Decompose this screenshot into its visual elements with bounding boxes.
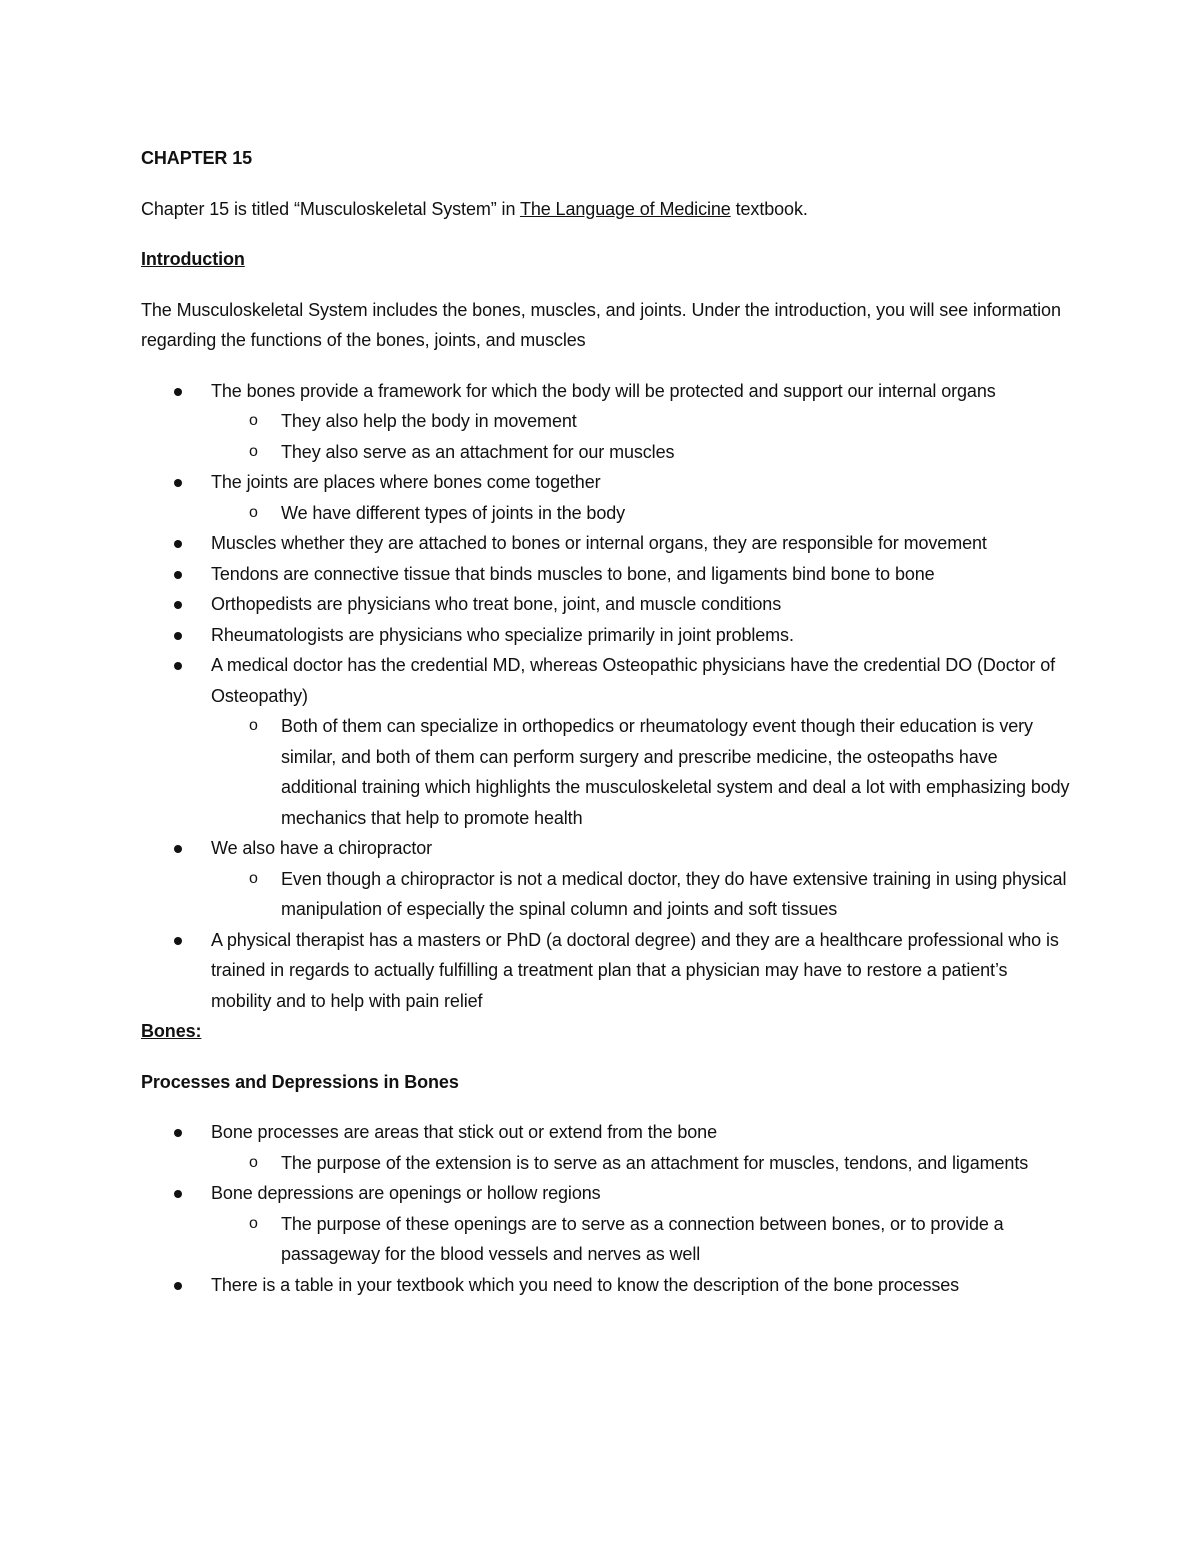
list-item	[141, 559, 1071, 590]
sub-list	[211, 498, 1071, 529]
bullet-icon	[174, 937, 182, 945]
chapter-subtitle	[141, 194, 1071, 225]
list-item-text: Bone depressions are openings or hollow regions	[211, 1183, 601, 1203]
sub-list	[211, 711, 1071, 833]
bullet-icon	[174, 845, 182, 853]
bullet-icon	[174, 571, 182, 579]
sub-list	[211, 1148, 1071, 1179]
sub-bullet-icon: o	[249, 412, 258, 429]
list-item-text: Rheumatologists are physicians who specialize primarily in joint problems.	[211, 624, 794, 645]
bones-heading: Bones:	[141, 1021, 202, 1041]
introduction-paragraph: The Musculoskeletal System includes the bones, muscles, and joints. Under the introduction, you will see information regarding the functions of the bones, joints, and muscles	[141, 299, 1061, 350]
list-item-text: The bones provide a framework for which the body will be protected and support our internal organs	[211, 380, 996, 401]
sub-list-item	[211, 437, 1071, 468]
bullet-icon	[174, 1190, 182, 1198]
sub-bullet-icon: o	[249, 1214, 258, 1232]
list-item	[141, 589, 1071, 620]
sub-list-item	[211, 406, 1071, 437]
bullet-icon	[174, 632, 182, 640]
list-item-text: Bone processes are areas that stick out or extend from the bone	[211, 1122, 717, 1142]
introduction-heading: Introduction	[141, 249, 245, 269]
sub-list-item-text: We have different types of joints in the body	[281, 502, 626, 523]
subtitle-text-before: Chapter 15 is titled “Musculoskeletal System” in	[141, 198, 520, 219]
bullet-icon	[174, 1282, 182, 1290]
sub-list	[211, 864, 1071, 925]
sub-list	[211, 1209, 1071, 1270]
list-item-text: There is a table in your textbook which you need to know the description of the bone processes	[211, 1274, 960, 1295]
sub-bullet-icon: o	[249, 1153, 258, 1171]
list-item-text: Orthopedists are physicians who treat bone, joint, and muscle conditions	[211, 594, 782, 614]
list-item-text: We also have a chiropractor	[211, 838, 433, 858]
sub-list-item-text: The purpose of the extension is to serve as an attachment for muscles, tendons, and ligaments	[281, 1152, 1029, 1173]
sub-list-item-text: They also serve as an attachment for our muscles	[281, 441, 675, 462]
sub-bullet-icon: o	[249, 503, 258, 521]
list-item	[141, 528, 1071, 559]
bullet-icon	[174, 479, 182, 487]
sub-list	[211, 406, 1071, 467]
sub-list-item-text: The purpose of these openings are to serve as a connection between bones, or to provide a passageway for the blood vessels and nerves as well	[281, 1213, 1004, 1264]
sub-list-item	[211, 1209, 1071, 1270]
list-item	[141, 620, 1071, 651]
chapter-title: CHAPTER 15	[141, 148, 253, 168]
sub-list-item-text: They also help the body in movement	[281, 411, 577, 431]
list-item	[141, 1178, 1071, 1270]
bullet-icon	[174, 1129, 182, 1137]
sub-bullet-icon: o	[249, 869, 258, 887]
list-item-text: A physical therapist has a masters or PhD (a doctoral degree) and they are a healthcare professional who is trained in regards to actually fulfilling a treatment plan that a physician may have to restore a patient’s mobility and to help with pain relief	[211, 929, 1059, 1011]
bones-subheading: Processes and Depressions in Bones	[141, 1071, 459, 1092]
document-body	[141, 143, 1071, 1300]
bones-list	[141, 1117, 1071, 1300]
bullet-icon	[174, 388, 182, 396]
bullet-icon	[174, 540, 182, 548]
subtitle-text-after: textbook.	[730, 198, 808, 219]
list-item-text: The joints are places where bones come together	[211, 472, 601, 492]
list-item	[141, 650, 1071, 833]
list-item-text: Tendons are connective tissue that binds muscles to bone, and ligaments bind bone to bone	[211, 563, 935, 584]
sub-bullet-icon: o	[249, 442, 258, 460]
list-item	[141, 1270, 1071, 1301]
book-title: The Language of Medicine	[519, 198, 731, 219]
sub-list-item	[211, 711, 1071, 833]
sub-list-item	[211, 1148, 1071, 1179]
list-item	[141, 376, 1071, 468]
bullet-icon	[174, 601, 182, 609]
sub-list-item	[211, 864, 1071, 925]
list-item	[141, 925, 1071, 1017]
list-item-text: A medical doctor has the credential MD, whereas Osteopathic physicians have the credential DO (Doctor of Osteopathy)	[211, 655, 1056, 706]
list-item-text: Muscles whether they are attached to bones or internal organs, they are responsible for movement	[211, 533, 987, 553]
sub-list-item	[211, 498, 1071, 529]
introduction-list	[141, 376, 1071, 1017]
sub-list-item-text: Even though a chiropractor is not a medical doctor, they do have extensive training in using physical manipulation of especially the spinal column and joints and soft tissues	[281, 868, 1067, 919]
bullet-icon	[174, 662, 182, 670]
list-item	[141, 1117, 1071, 1178]
sub-list-item-text: Both of them can specialize in orthopedics or rheumatology event though their education is very similar, and both of them can perform surgery and prescribe medicine, the osteopaths have additional training which highlights the musculoskeletal system and deal a lot with emphasizing body mechanics that help to promote health	[281, 716, 1070, 828]
sub-bullet-icon: o	[249, 717, 258, 734]
list-item	[141, 467, 1071, 528]
list-item	[141, 833, 1071, 925]
